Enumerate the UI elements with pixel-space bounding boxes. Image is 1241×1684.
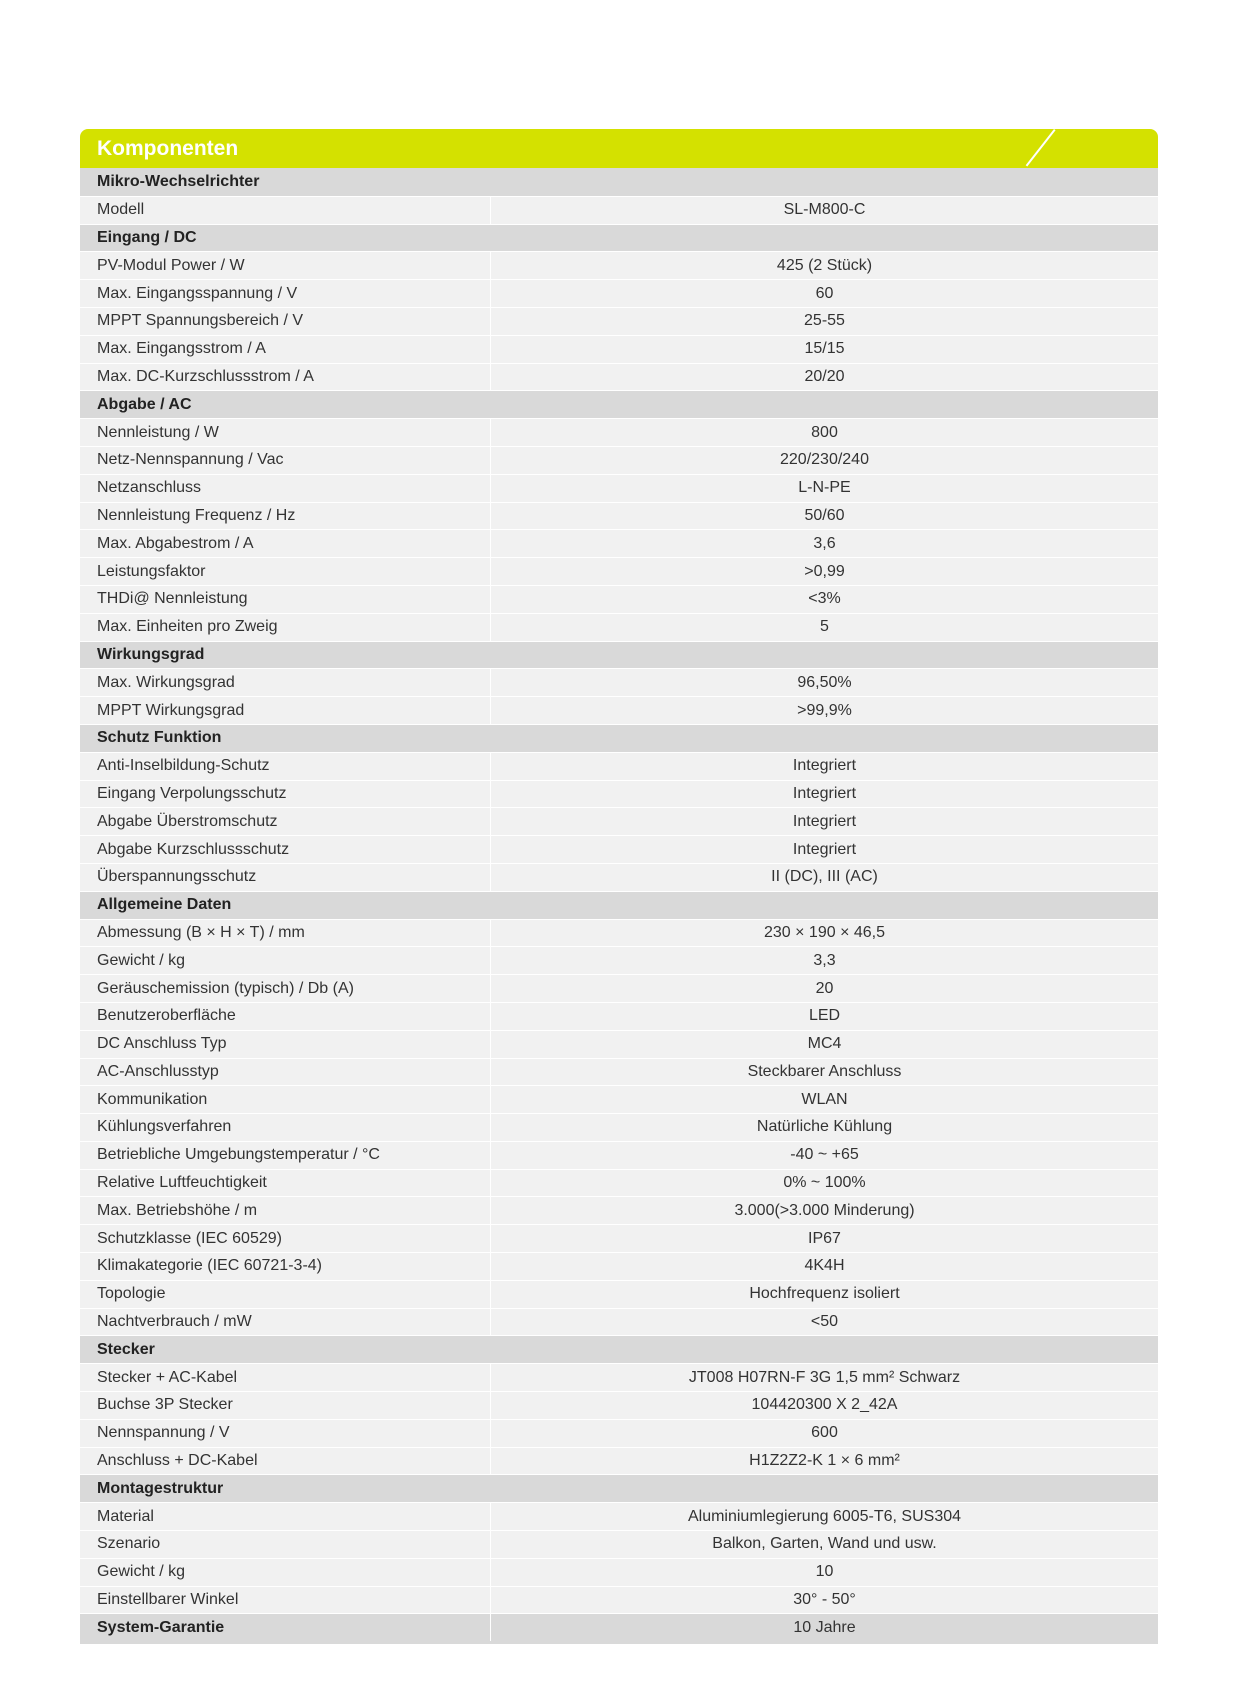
spec-label: Modell: [80, 197, 491, 224]
spec-label: Max. Abgabestrom / A: [80, 530, 491, 557]
spec-row: [80, 1113, 1158, 1141]
spec-value: LED: [808, 1007, 841, 1025]
banner-slash-decoration: [1026, 129, 1056, 166]
spec-row: [80, 1085, 1158, 1113]
spec-value: II (DC), III (AC): [771, 868, 878, 886]
spec-value: [491, 892, 1158, 919]
spec-label: Geräuschemission (typisch) / Db (A): [80, 975, 491, 1002]
spec-label: Anschluss + DC-Kabel: [80, 1448, 491, 1475]
spec-value: [491, 225, 1158, 252]
spec-value: 10 Jahre: [793, 1618, 856, 1636]
spec-value: 20/20: [804, 367, 845, 385]
spec-value: Integriert: [792, 784, 857, 802]
spec-value: L-N-PE: [798, 479, 851, 497]
spec-value: 10: [815, 1563, 834, 1581]
spec-value: 3.000(>3.000 Minderung): [734, 1201, 915, 1219]
spec-value: [491, 642, 1158, 669]
spec-label: Abgabe Überstromschutz: [80, 808, 491, 835]
spec-label: Nachtverbrauch / mW: [80, 1309, 491, 1336]
spec-value: Natürliche Kühlung: [756, 1118, 893, 1136]
spec-label: Max. Betriebshöhe / m: [80, 1197, 491, 1224]
section-header-row: [80, 1474, 1158, 1502]
spec-row: [80, 529, 1158, 557]
spec-value: 15/15: [804, 340, 845, 358]
spec-label: Netz-Nennspannung / Vac: [80, 447, 491, 474]
spec-value: 96,50%: [797, 673, 852, 691]
section-title: System-Garantie: [80, 1614, 491, 1641]
spec-label: Gewicht / kg: [80, 947, 491, 974]
spec-value: -40 ~ +65: [790, 1146, 859, 1164]
spec-row: [80, 502, 1158, 530]
spec-label: Nennleistung / W: [80, 419, 491, 446]
spec-label: Betriebliche Umgebungstemperatur / °C: [80, 1142, 491, 1169]
spec-label: Eingang Verpolungsschutz: [80, 781, 491, 808]
spec-value: <3%: [808, 590, 841, 608]
section-banner: [80, 129, 1158, 168]
spec-label: Nennspannung / V: [80, 1420, 491, 1447]
spec-row: [80, 1447, 1158, 1475]
spec-row: [80, 863, 1158, 891]
spec-row: [80, 474, 1158, 502]
spec-label: Max. Eingangsspannung / V: [80, 280, 491, 307]
spec-row: [80, 418, 1158, 446]
spec-label: Max. DC-Kurzschlussstrom / A: [80, 364, 491, 391]
spec-value: 30° - 50°: [793, 1591, 856, 1609]
section-header-row: [80, 724, 1158, 752]
spec-value: 0% ~ 100%: [783, 1174, 866, 1192]
spec-label: Leistungsfaktor: [80, 558, 491, 585]
section-title: Mikro-Wechselrichter: [97, 172, 260, 190]
section-header-row: [80, 1335, 1158, 1363]
spec-row: [80, 1363, 1158, 1391]
spec-label: Szenario: [80, 1531, 491, 1558]
spec-row: [80, 196, 1158, 224]
spec-value: >0,99: [804, 562, 845, 580]
spec-value: [491, 391, 1158, 418]
spec-value: 5: [820, 618, 829, 636]
spec-value: [491, 725, 1158, 752]
spec-value: 600: [811, 1424, 838, 1442]
spec-value: Integriert: [792, 840, 857, 858]
spec-value: 60: [815, 284, 834, 302]
spec-value: IP67: [808, 1229, 841, 1247]
spec-row: [80, 1280, 1158, 1308]
spec-value: Aluminiumlegierung 6005-T6, SUS304: [687, 1507, 962, 1525]
spec-value: [491, 168, 1158, 196]
spec-label: Kühlungsverfahren: [80, 1114, 491, 1141]
spec-row: [80, 1058, 1158, 1086]
spec-row: [80, 1502, 1158, 1530]
section-title: Montagestruktur: [97, 1479, 224, 1497]
spec-label: Abgabe Kurzschlussschutz: [80, 836, 491, 863]
section-title: Abgabe / AC: [97, 395, 192, 413]
section-header-row: [80, 1613, 1158, 1641]
spec-sheet: [80, 129, 1158, 1644]
spec-label: Topologie: [80, 1281, 491, 1308]
spec-label: AC-Anschlusstyp: [80, 1059, 491, 1086]
spec-row: [80, 835, 1158, 863]
spec-row: [80, 251, 1158, 279]
spec-value: 230 × 190 × 46,5: [764, 923, 885, 941]
spec-row: [80, 335, 1158, 363]
spec-value: 4K4H: [804, 1257, 845, 1275]
spec-value: 20: [815, 979, 834, 997]
spec-value: WLAN: [801, 1090, 848, 1108]
spec-row: [80, 1224, 1158, 1252]
spec-row: [80, 1308, 1158, 1336]
spec-label: PV-Modul Power / W: [80, 252, 491, 279]
spec-row: [80, 307, 1158, 335]
spec-row: [80, 1030, 1158, 1058]
spec-value: Steckbarer Anschluss: [747, 1062, 902, 1080]
spec-row: [80, 946, 1158, 974]
spec-table: [80, 168, 1158, 1644]
spec-label: Abmessung (B × H × T) / mm: [80, 920, 491, 947]
spec-value: JT008 H07RN-F 3G 1,5 mm² Schwarz: [688, 1368, 961, 1386]
spec-value: 25-55: [804, 312, 845, 330]
section-title: Schutz Funktion: [97, 729, 222, 747]
spec-label: Benutzeroberfläche: [80, 1003, 491, 1030]
section-title: Wirkungsgrad: [97, 645, 205, 663]
spec-row: [80, 1558, 1158, 1586]
section-title: Allgemeine Daten: [97, 896, 232, 914]
spec-label: Kommunikation: [80, 1086, 491, 1113]
spec-row: [80, 585, 1158, 613]
section-header-row: [80, 224, 1158, 252]
spec-row: [80, 919, 1158, 947]
spec-label: Einstellbarer Winkel: [80, 1587, 491, 1614]
spec-label: Max. Wirkungsgrad: [80, 669, 491, 696]
spec-row: [80, 1530, 1158, 1558]
spec-value: <50: [810, 1313, 839, 1331]
spec-label: DC Anschluss Typ: [80, 1031, 491, 1058]
spec-value: 50/60: [804, 506, 845, 524]
spec-label: Relative Luftfeuchtigkeit: [80, 1170, 491, 1197]
spec-value: 3,6: [813, 534, 836, 552]
spec-label: Überspannungsschutz: [80, 864, 491, 891]
banner-title: Komponenten: [97, 137, 239, 160]
spec-row: [80, 696, 1158, 724]
spec-row: [80, 1419, 1158, 1447]
spec-row: [80, 807, 1158, 835]
spec-label: Max. Eingangsstrom / A: [80, 336, 491, 363]
spec-label: Material: [80, 1503, 491, 1530]
spec-value: [491, 1475, 1158, 1502]
spec-label: Stecker + AC-Kabel: [80, 1364, 491, 1391]
spec-row: [80, 974, 1158, 1002]
spec-label: Schutzklasse (IEC 60529): [80, 1225, 491, 1252]
section-header-row: [80, 891, 1158, 919]
spec-row: [80, 1141, 1158, 1169]
spec-row: [80, 752, 1158, 780]
spec-label: Klimakategorie (IEC 60721-3-4): [80, 1253, 491, 1280]
spec-label: MPPT Spannungsbereich / V: [80, 308, 491, 335]
spec-row: [80, 1586, 1158, 1614]
spec-value: H1Z2Z2-K 1 × 6 mm²: [749, 1452, 900, 1470]
spec-label: Nennleistung Frequenz / Hz: [80, 503, 491, 530]
spec-label: Netzanschluss: [80, 475, 491, 502]
spec-value: >99,9%: [797, 701, 852, 719]
spec-row: [80, 1252, 1158, 1280]
spec-row: [80, 1002, 1158, 1030]
spec-value: Integriert: [792, 812, 857, 830]
spec-value: 3,3: [813, 951, 836, 969]
spec-value: 220/230/240: [780, 451, 869, 469]
spec-value: SL-M800-C: [783, 201, 866, 219]
spec-row: [80, 1196, 1158, 1224]
spec-label: Anti-Inselbildung-Schutz: [80, 753, 491, 780]
spec-value: Integriert: [792, 757, 857, 775]
spec-row: [80, 446, 1158, 474]
spec-row: [80, 557, 1158, 585]
spec-value: 104420300 X 2_42A: [751, 1396, 898, 1414]
spec-value: Balkon, Garten, Wand und usw.: [712, 1535, 937, 1553]
spec-label: Gewicht / kg: [80, 1559, 491, 1586]
spec-label: THDi@ Nennleistung: [80, 586, 491, 613]
spec-row: [80, 363, 1158, 391]
spec-row: [80, 1391, 1158, 1419]
spec-row: [80, 780, 1158, 808]
spec-label: MPPT Wirkungsgrad: [80, 697, 491, 724]
section-title: Eingang / DC: [97, 228, 197, 246]
spec-value: Hochfrequenz isoliert: [749, 1285, 900, 1303]
section-header-row: [80, 641, 1158, 669]
section-header-row: [80, 390, 1158, 418]
section-header-row: [80, 168, 1158, 196]
section-title: Stecker: [97, 1340, 155, 1358]
spec-value: 425 (2 Stück): [776, 256, 873, 274]
spec-row: [80, 279, 1158, 307]
spec-value: 800: [811, 423, 838, 441]
spec-row: [80, 668, 1158, 696]
spec-row: [80, 613, 1158, 641]
spec-value: [491, 1336, 1158, 1363]
spec-value: MC4: [807, 1035, 842, 1053]
spec-label: Buchse 3P Stecker: [80, 1392, 491, 1419]
spec-row: [80, 1169, 1158, 1197]
spec-label: Max. Einheiten pro Zweig: [80, 614, 491, 641]
